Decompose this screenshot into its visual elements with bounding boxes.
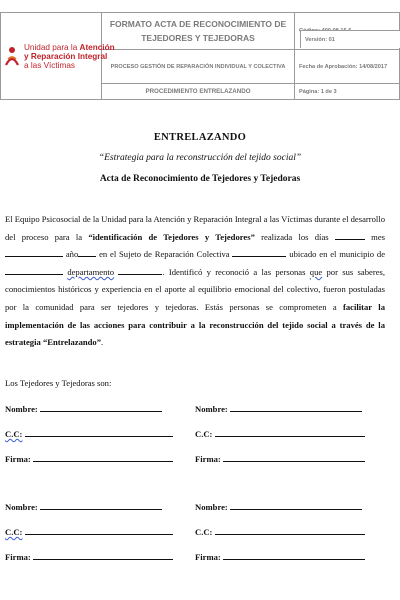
process-name: PROCESO GESTIÓN DE REPARACIÓN INDIVIDUAL Y COLECTIVA <box>102 50 295 84</box>
cc-field-1[interactable] <box>25 427 173 437</box>
cc-field-2[interactable] <box>215 427 365 437</box>
name-field-1[interactable] <box>40 402 162 412</box>
firma-field-3[interactable] <box>33 550 173 560</box>
name-field-3[interactable] <box>40 500 162 510</box>
signature-name-2: Nombre: <box>195 402 362 414</box>
act-title: Acta de Reconocimiento de Tejedores y Tejedoras <box>99 174 301 184</box>
document-title: ENTRELAZANDO <box>153 132 247 143</box>
body-paragraph: El Equipo Psicosocial de la Unidad para la Atención y Reparación Integral a las Víctimas durante el desarrollo del proceso para la “identificación de Tejedores y Tejedores” realizada los días mes año en el Sujeto de Reparación Colectiva ubicado en el municipio de departamento . Identificó y reconoció a las personas que por sus saberes, conocimientos históricos y experiencia en el aporte al equilibrio emocional del colectivo, fueron postuladas por la comunidad para ser tejedores y tejedoras. Estás personas se comprometen a facilitar la implementación de las acciones para contribuir a la reconstrucción del tejido social a través de la estrategia “Entrelazando”. <box>5 214 386 348</box>
name-field-2[interactable] <box>230 402 362 412</box>
signature-cc-2: C.C: <box>195 427 365 439</box>
document-header <box>0 12 400 99</box>
format-title: FORMATO ACTA DE RECONOCIMIENTO DE TEJEDORES Y TEJEDORAS <box>102 13 295 50</box>
signature-cc-1: C.C: <box>5 427 173 439</box>
firma-field-4[interactable] <box>223 550 365 560</box>
year-field[interactable] <box>78 247 96 257</box>
logo-emblem-icon <box>4 45 20 67</box>
list-intro: Los Tejedores y Tejedoras son: <box>5 378 112 388</box>
cc-field-3[interactable] <box>25 525 173 535</box>
name-field-4[interactable] <box>230 500 362 510</box>
firma-field-1[interactable] <box>33 452 173 462</box>
month-field[interactable] <box>5 247 63 257</box>
approval-date: Fecha de Aprobación: 14/08/2017 <box>295 50 400 84</box>
unidad-victimas-logo <box>1 13 115 99</box>
version-cell: Versión: 01 <box>300 30 400 48</box>
days-field[interactable] <box>335 230 365 240</box>
signature-cc-3: C.C: <box>5 525 173 537</box>
signature-name-4: Nombre: <box>195 500 362 512</box>
signature-cc-4: C.C: <box>195 525 365 537</box>
firma-field-2[interactable] <box>223 452 365 462</box>
municipality-field[interactable] <box>5 265 63 275</box>
signature-firma-4: Firma: <box>195 550 365 562</box>
logo-text: Unidad para la Atención y Reparación Integral a las Víctimas <box>24 42 115 70</box>
signature-name-1: Nombre: <box>5 402 162 414</box>
logo-cell <box>1 13 115 100</box>
signature-firma-2: Firma: <box>195 452 365 464</box>
signature-firma-1: Firma: <box>5 452 173 464</box>
document-subtitle: “Estrategia para la reconstrucción del tejido social” <box>98 153 302 163</box>
signature-name-3: Nombre: <box>5 500 162 512</box>
page-number: Página: 1 de 3 <box>295 84 400 100</box>
collective-subject-field[interactable] <box>232 247 286 257</box>
procedure-name: PROCEDIMIENTO ENTRELAZANDO <box>102 84 295 100</box>
department-field[interactable] <box>118 265 162 275</box>
cc-field-4[interactable] <box>215 525 365 535</box>
signature-firma-3: Firma: <box>5 550 173 562</box>
